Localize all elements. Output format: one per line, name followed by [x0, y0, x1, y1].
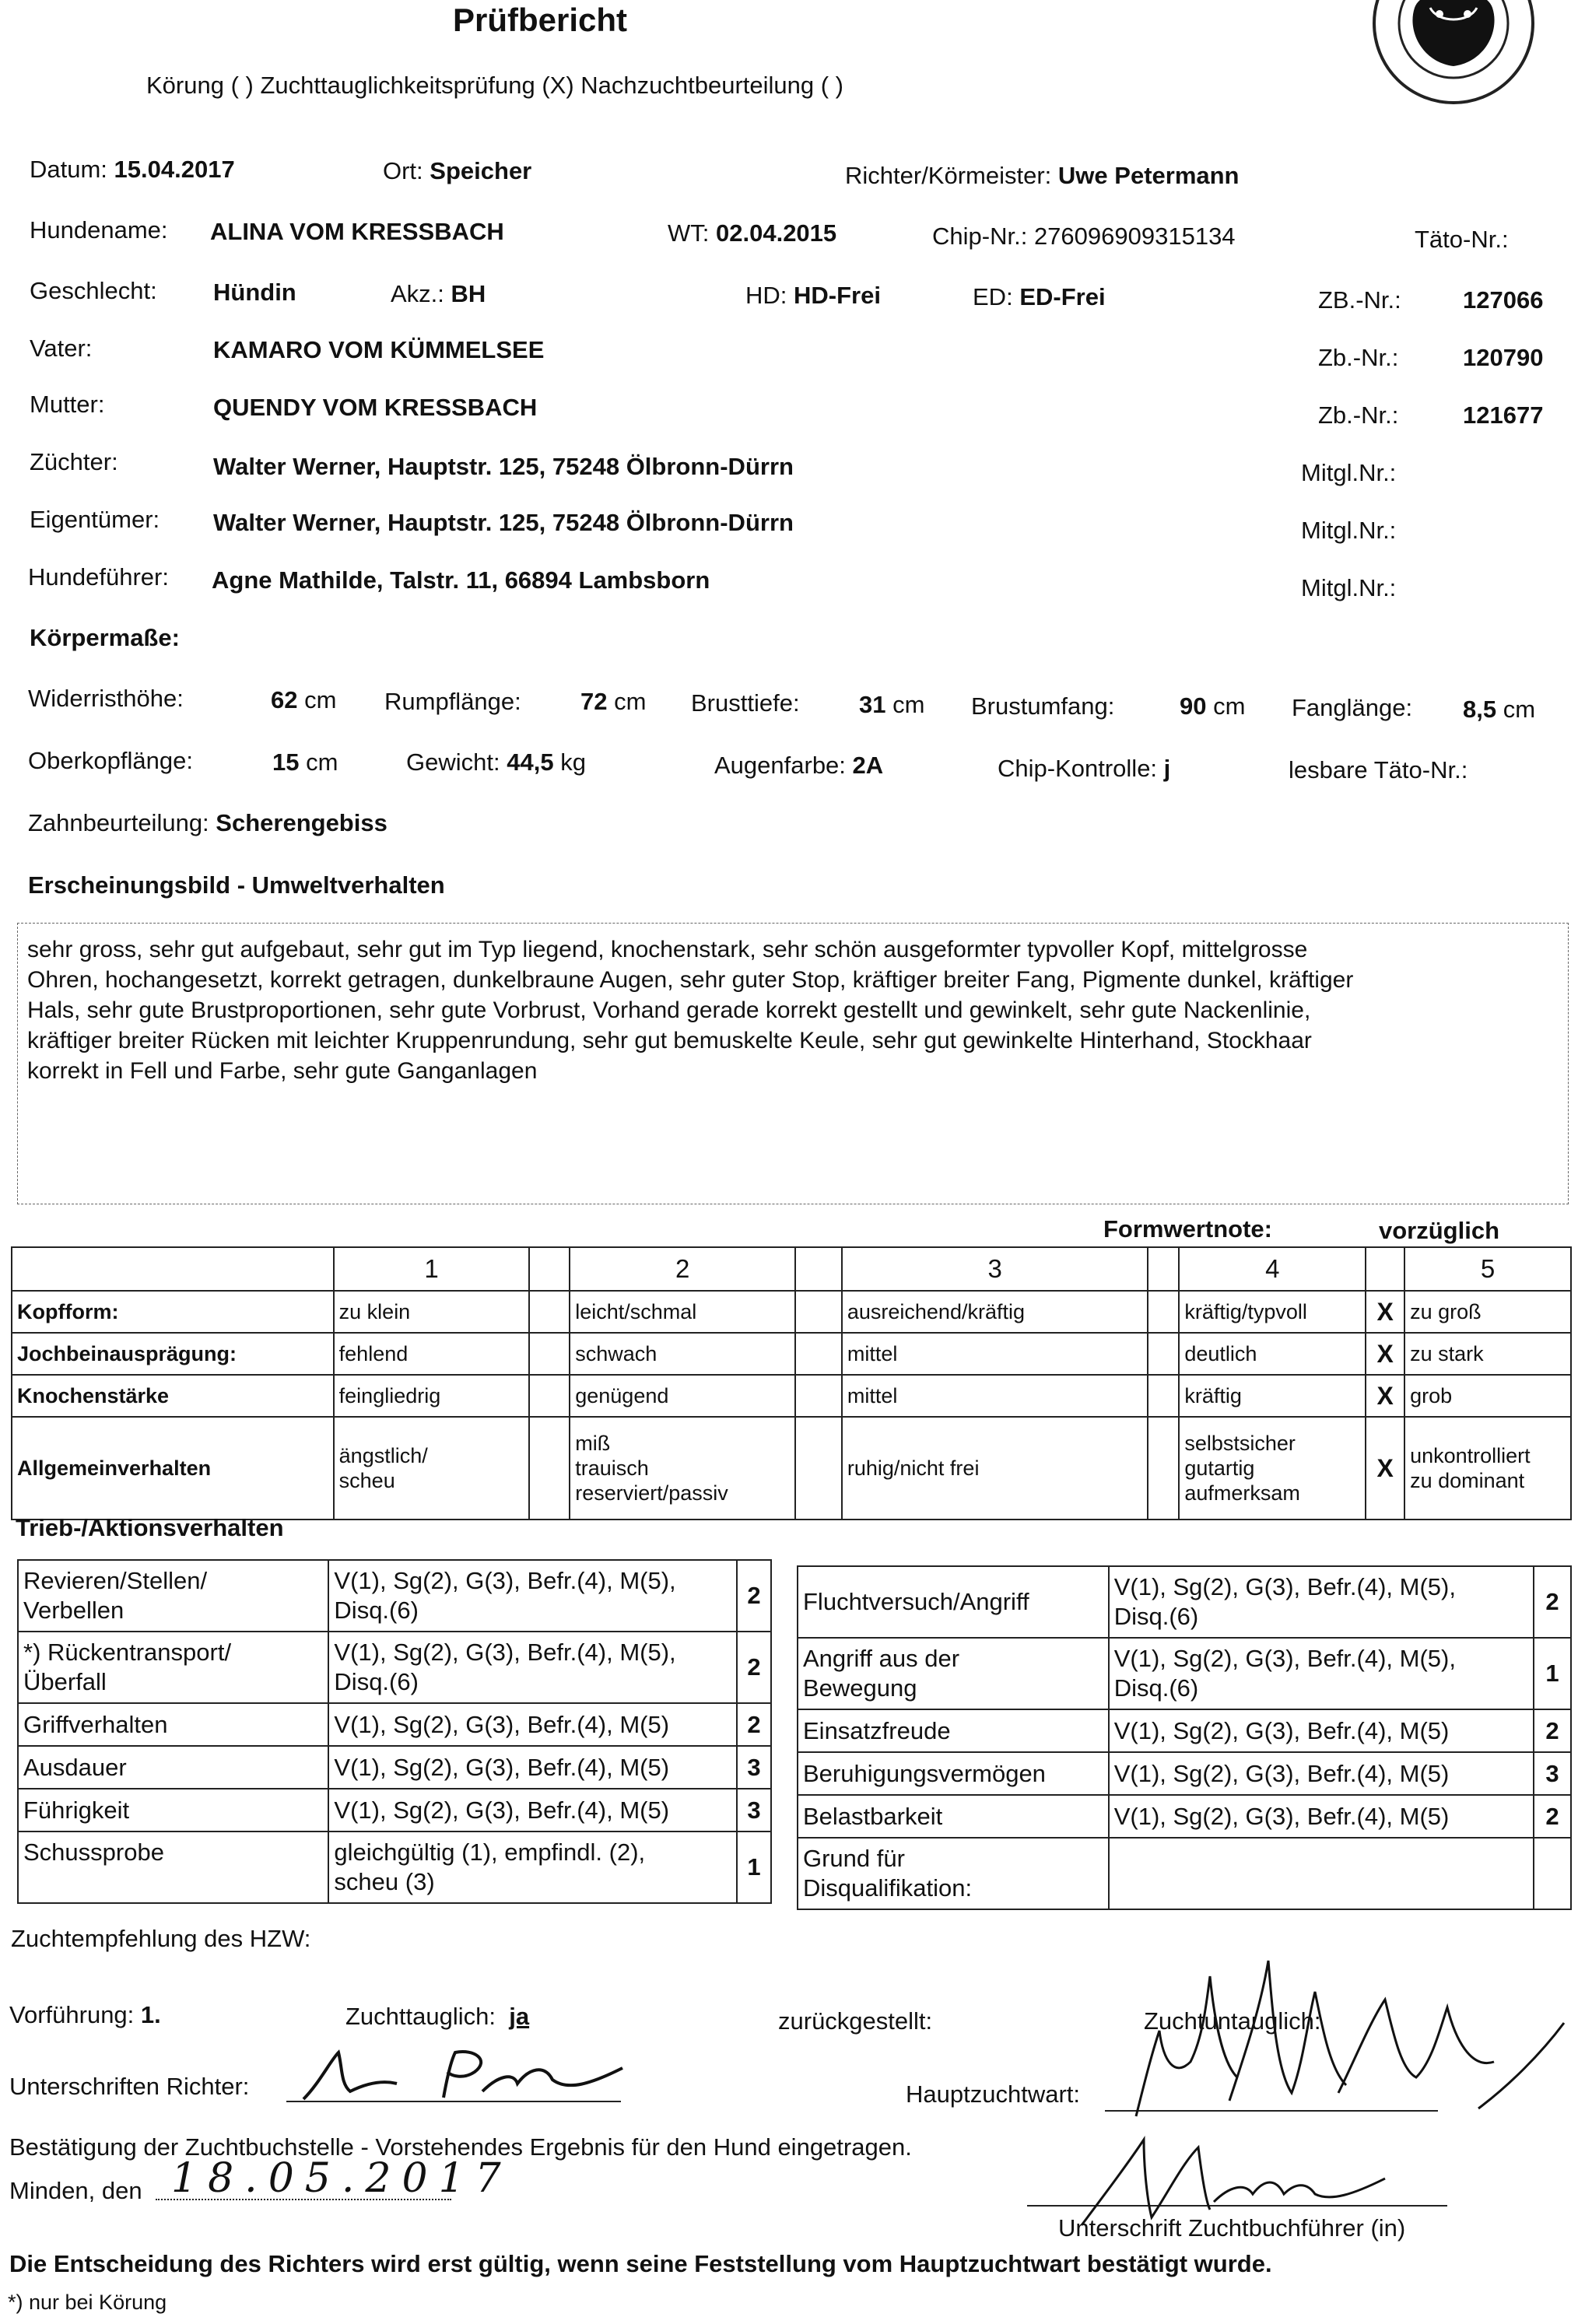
rating-cell: mittel: [842, 1375, 1148, 1417]
trieb-label: Angriff aus der Bewegung: [798, 1638, 1109, 1709]
zuchtbuchfuehrer-label: Unterschrift Zuchtbuchführer (in): [1058, 2214, 1406, 2242]
erscheinung-line: Hals, sehr gute Brustproportionen, sehr gute Vorbrust, Vorhand gerade korrekt gestellt und gewinkelt, sehr gute Nackenlinie,: [27, 997, 1311, 1023]
vater-zb-label: Zb.-Nr.:: [1318, 344, 1399, 371]
mutter-zb-value: 121677: [1463, 401, 1544, 429]
club-seal-logo: [1368, 0, 1539, 109]
trieb-label: Beruhigungsvermögen: [798, 1752, 1109, 1795]
trieb-score: 2: [737, 1560, 771, 1632]
zuchtuntauglich-label: Zuchtuntauglich:: [1144, 2007, 1321, 2035]
rating-cell: schwach: [570, 1333, 795, 1375]
bestaetigung-text: Bestätigung der Zuchtbuchstelle - Vorstehendes Ergebnis für den Hund eingetragen.: [9, 2133, 912, 2161]
rating-cell: ausreichend/kräftig: [842, 1291, 1148, 1333]
hd-label: HD:: [745, 282, 787, 309]
trieb-label: Fluchtversuch/Angriff: [798, 1566, 1109, 1638]
zb-label: ZB.-Nr.:: [1318, 286, 1401, 314]
entscheidung-text: Die Entscheidung des Richters wird erst gültig, wenn seine Feststellung vom Hauptzuchtwart bestätigt wurde.: [9, 2250, 1272, 2277]
hauptzuchtwart-label: Hauptzuchtwart:: [906, 2080, 1080, 2108]
trieb-label: Revieren/Stellen/ Verbellen: [18, 1560, 328, 1632]
report-type-line: Körung ( ) Zuchttauglichkeitsprüfung (X) Nachzuchtbeurteilung ( ): [146, 72, 843, 99]
erscheinung-text: [27, 934, 1353, 1086]
rating-cell: fehlend: [334, 1333, 530, 1375]
akz-label: Akz.:: [391, 280, 444, 307]
trieb-score: 3: [1534, 1752, 1571, 1795]
brustumfang-label: Brustumfang:: [971, 692, 1115, 720]
rating-header-spacer: [795, 1247, 842, 1291]
trieb-scale: V(1), Sg(2), G(3), Befr.(4), M(5), Disq.(6): [1109, 1566, 1534, 1638]
trieb-left-table: [17, 1559, 772, 1904]
trieb-row: [18, 1703, 771, 1746]
rating-mark-cell: [795, 1333, 842, 1375]
rating-cell: leicht/schmal: [570, 1291, 795, 1333]
trieb-scale: V(1), Sg(2), G(3), Befr.(4), M(5): [1109, 1795, 1534, 1838]
mutter-label: Mutter:: [30, 391, 105, 418]
trieb-scale: V(1), Sg(2), G(3), Befr.(4), M(5): [1109, 1752, 1534, 1795]
ed-value: ED-Frei: [1019, 283, 1106, 310]
rating-header-1: 1: [334, 1247, 530, 1291]
trieb-row: [18, 1560, 771, 1632]
brusttiefe-label: Brusttiefe:: [691, 689, 800, 717]
rating-mark-cell: [529, 1333, 570, 1375]
hauptzuchtwart-signature: [1105, 1945, 1572, 2136]
rating-table: [11, 1246, 1572, 1520]
rating-cell: zu stark: [1404, 1333, 1571, 1375]
rating-mark-cell: [795, 1291, 842, 1333]
ort-label: Ort:: [383, 157, 423, 184]
rating-header-spacer: [1148, 1247, 1179, 1291]
rating-cell: kräftig: [1179, 1375, 1366, 1417]
gewicht-value: 44,5: [507, 748, 554, 776]
rating-cell: genügend: [570, 1375, 795, 1417]
erscheinung-line: sehr gross, sehr gut aufgebaut, sehr gut im Typ liegend, knochenstark, sehr schön ausgeformter typvoller Kopf, mittelgrosse: [27, 937, 1308, 962]
trieb-score: 2: [1534, 1709, 1571, 1752]
formwert-label: Formwertnote:: [1103, 1215, 1272, 1243]
chip-value: 276096909315134: [1033, 223, 1236, 250]
erscheinung-line: korrekt in Fell und Farbe, sehr gute Ganganlagen: [27, 1058, 538, 1084]
zurueckgestellt-label: zurückgestellt:: [778, 2007, 933, 2035]
trieb-score: 2: [737, 1703, 771, 1746]
trieb-scale: V(1), Sg(2), G(3), Befr.(4), M(5), Disq.(6): [328, 1632, 737, 1703]
trieb-right-table: [797, 1565, 1572, 1910]
trieb-scale: V(1), Sg(2), G(3), Befr.(4), M(5): [328, 1789, 737, 1832]
eigentuemer-value: Walter Werner, Hauptstr. 125, 75248 Ölbronn-Dürrn: [213, 509, 794, 536]
brusttiefe-value: 31: [859, 691, 886, 718]
minden-date: 18.05.2017: [171, 2155, 512, 2202]
brustumfang-unit: cm: [1213, 692, 1246, 720]
rating-header-row: [12, 1247, 1571, 1291]
rating-header-4: 4: [1179, 1247, 1366, 1291]
rating-mark-cell: [529, 1417, 570, 1520]
widerrist-value: 62: [271, 686, 298, 713]
rating-header-2: 2: [570, 1247, 795, 1291]
zuechter-value: Walter Werner, Hauptstr. 125, 75248 Ölbronn-Dürrn: [213, 453, 794, 480]
rating-x-mark: X: [1366, 1291, 1404, 1333]
rating-mark-cell: [795, 1417, 842, 1520]
augen-label: Augenfarbe:: [714, 752, 846, 779]
wt-label: WT:: [668, 219, 710, 247]
rating-mark-cell: [1148, 1375, 1179, 1417]
geschlecht-value: Hündin: [213, 279, 296, 306]
rating-cell: mittel: [842, 1333, 1148, 1375]
rating-mark-cell: [1148, 1417, 1179, 1520]
trieb-label: Grund für Disqualifikation:: [798, 1838, 1109, 1909]
rumpf-label: Rumpflänge:: [384, 688, 521, 715]
rating-cell: zu klein: [334, 1291, 530, 1333]
erscheinung-heading: Erscheinungsbild - Umweltverhalten: [28, 871, 445, 899]
trieb-row: [18, 1832, 771, 1903]
oberkopf-unit: cm: [306, 748, 338, 776]
hundefuehrer-label: Hundeführer:: [28, 563, 169, 591]
erscheinung-box: [17, 923, 1569, 1204]
minden-label: Minden, den: [9, 2177, 142, 2204]
rating-cell: selbstsicher gutartig aufmerksam: [1179, 1417, 1366, 1520]
rating-mark-cell: [795, 1375, 842, 1417]
trieb-scale: gleichgültig (1), empfindl. (2), scheu (3): [328, 1832, 737, 1903]
formwert-value: vorzüglich: [1379, 1217, 1500, 1244]
trieb-row: [798, 1638, 1571, 1709]
page-title: Prüfbericht: [453, 2, 628, 38]
rating-row-label: Knochenstärke: [12, 1375, 334, 1417]
trieb-score: 2: [1534, 1566, 1571, 1638]
widerrist-unit: cm: [304, 686, 337, 713]
chipk-value: j: [1163, 755, 1171, 782]
trieb-scale: V(1), Sg(2), G(3), Befr.(4), M(5), Disq.(6): [1109, 1638, 1534, 1709]
fang-unit: cm: [1503, 696, 1536, 723]
hd-value: HD-Frei: [794, 282, 881, 309]
rating-row: [12, 1375, 1571, 1417]
hundename-value: ALINA VOM KRESSBACH: [210, 218, 504, 245]
ed-label: ED:: [973, 283, 1013, 310]
geschlecht-label: Geschlecht:: [30, 277, 157, 304]
trieb-score: 1: [737, 1832, 771, 1903]
zuechter-label: Züchter:: [30, 448, 118, 475]
rating-header-5: 5: [1404, 1247, 1571, 1291]
trieb-scale: V(1), Sg(2), G(3), Befr.(4), M(5): [328, 1703, 737, 1746]
trieb-label: Einsatzfreude: [798, 1709, 1109, 1752]
brustumfang-value: 90: [1180, 692, 1207, 720]
rating-cell: deutlich: [1179, 1333, 1366, 1375]
trieb-score: 2: [737, 1632, 771, 1703]
tato-label: Täto-Nr.:: [1415, 226, 1509, 253]
zuchttauglich-value: ja: [509, 2003, 530, 2030]
richter-signature: [296, 2037, 654, 2111]
trieb-scale: [1109, 1838, 1534, 1909]
zahn-value: Scherengebiss: [216, 809, 387, 836]
trieb-row: [798, 1838, 1571, 1909]
hundename-label: Hundename:: [30, 216, 168, 244]
mutter-zb-label: Zb.-Nr.:: [1318, 401, 1399, 429]
trieb-label: Griffverhalten: [18, 1703, 328, 1746]
zb-value: 127066: [1463, 286, 1544, 314]
trieb-row: [18, 1746, 771, 1789]
rating-cell: kräftig/typvoll: [1179, 1291, 1366, 1333]
trieb-row: [798, 1752, 1571, 1795]
rating-row-label: Allgemeinverhalten: [12, 1417, 334, 1520]
oberkopf-label: Oberkopflänge:: [28, 747, 193, 774]
fang-value: 8,5: [1463, 696, 1497, 723]
zuchttauglich-label: Zuchttauglich:: [345, 2003, 496, 2030]
trieb-label: Führigkeit: [18, 1789, 328, 1832]
trieb-label: Schussprobe: [18, 1832, 328, 1903]
rating-cell: ruhig/nicht frei: [842, 1417, 1148, 1520]
augen-value: 2A: [852, 752, 884, 779]
trieb-row: [18, 1789, 771, 1832]
rating-cell: grob: [1404, 1375, 1571, 1417]
footnote: *) nur bei Körung: [8, 2291, 167, 2314]
rating-row-label: Kopfform:: [12, 1291, 334, 1333]
trieb-label: Ausdauer: [18, 1746, 328, 1789]
vater-label: Vater:: [30, 335, 93, 362]
rating-row: [12, 1333, 1571, 1375]
datum-label: Datum:: [30, 156, 107, 183]
rating-x-mark: X: [1366, 1333, 1404, 1375]
rating-row-label: Jochbeinausprägung:: [12, 1333, 334, 1375]
trieb-scale: V(1), Sg(2), G(3), Befr.(4), M(5): [1109, 1709, 1534, 1752]
akz-value: BH: [451, 280, 486, 307]
unterschriften-richter-label: Unterschriften Richter:: [9, 2073, 250, 2100]
zuchtempfehlung-label: Zuchtempfehlung des HZW:: [11, 1925, 311, 1952]
gewicht-unit: kg: [560, 748, 586, 776]
hundefuehrer-mitgl-label: Mitgl.Nr.:: [1301, 574, 1397, 601]
rating-cell: miß trauisch reserviert/passiv: [570, 1417, 795, 1520]
richter-label: Richter/Körmeister:: [845, 162, 1052, 189]
rating-row: [12, 1291, 1571, 1333]
ort-value: Speicher: [430, 157, 532, 184]
rating-header-3: 3: [842, 1247, 1148, 1291]
rating-row: [12, 1417, 1571, 1520]
rating-cell: ängstlich/ scheu: [334, 1417, 530, 1520]
trieb-row: [798, 1566, 1571, 1638]
rating-mark-cell: [1148, 1333, 1179, 1375]
trieb-score: 2: [1534, 1795, 1571, 1838]
mutter-value: QUENDY VOM KRESSBACH: [213, 394, 538, 421]
rating-mark-cell: [529, 1291, 570, 1333]
lesbare-label: lesbare Täto-Nr.:: [1289, 756, 1468, 783]
rating-header-empty: [12, 1247, 334, 1291]
vorfuehrung-value: 1.: [140, 2001, 161, 2028]
fang-label: Fanglänge:: [1292, 694, 1413, 721]
hundefuehrer-value: Agne Mathilde, Talstr. 11, 66894 Lambsborn: [212, 566, 710, 594]
trieb-row: [798, 1795, 1571, 1838]
trieb-label: *) Rückentransport/ Überfall: [18, 1632, 328, 1703]
trieb-score: [1534, 1838, 1571, 1909]
koerpermasse-heading: Körpermaße:: [30, 624, 180, 651]
rating-cell: feingliedrig: [334, 1375, 530, 1417]
rating-header-spacer: [1366, 1247, 1404, 1291]
zuechter-mitgl-label: Mitgl.Nr.:: [1301, 459, 1397, 486]
rating-header-spacer: [529, 1247, 570, 1291]
erscheinung-line: Ohren, hochangesetzt, korrekt getragen, dunkelbraune Augen, sehr guter Stop, kräftiger breiter Fang, Pigmente dunkel, kräftiger: [27, 967, 1354, 993]
richter-value: Uwe Petermann: [1057, 162, 1240, 189]
wt-value: 02.04.2015: [716, 219, 837, 247]
trieb-score: 3: [737, 1789, 771, 1832]
vater-value: KAMARO VOM KÜMMELSEE: [213, 336, 545, 363]
rumpf-value: 72: [580, 688, 608, 715]
trieb-score: 1: [1534, 1638, 1571, 1709]
trieb-label: Belastbarkeit: [798, 1795, 1109, 1838]
vorfuehrung-label: Vorführung:: [9, 2001, 135, 2028]
trieb-score: 3: [737, 1746, 771, 1789]
trieb-row: [798, 1709, 1571, 1752]
rating-x-mark: X: [1366, 1417, 1404, 1520]
vater-zb-value: 120790: [1463, 344, 1544, 371]
erscheinung-line: kräftiger breiter Rücken mit leichter Kruppenrundung, sehr gut bemuskelte Keule, sehr gut gewinkelte Hinterhand, Stockhaar: [27, 1028, 1312, 1053]
rating-cell: unkontrolliert zu dominant: [1404, 1417, 1571, 1520]
zahn-label: Zahnbeurteilung:: [28, 809, 209, 836]
rating-x-mark: X: [1366, 1375, 1404, 1417]
brusttiefe-unit: cm: [892, 691, 925, 718]
oberkopf-value: 15: [272, 748, 300, 776]
rating-mark-cell: [1148, 1291, 1179, 1333]
trieb-heading: Trieb-/Aktionsverhalten: [16, 1514, 284, 1541]
rating-cell: zu groß: [1404, 1291, 1571, 1333]
trieb-row: [18, 1632, 771, 1703]
gewicht-label: Gewicht:: [406, 748, 500, 776]
eigentuemer-mitgl-label: Mitgl.Nr.:: [1301, 517, 1397, 544]
eigentuemer-label: Eigentümer:: [30, 506, 160, 533]
trieb-scale: V(1), Sg(2), G(3), Befr.(4), M(5), Disq.(6): [328, 1560, 737, 1632]
chipk-label: Chip-Kontrolle:: [998, 755, 1158, 782]
datum-value: 15.04.2017: [114, 156, 235, 183]
chip-label: Chip-Nr.:: [932, 223, 1028, 250]
trieb-scale: V(1), Sg(2), G(3), Befr.(4), M(5): [328, 1746, 737, 1789]
widerrist-label: Widerristhöhe:: [28, 685, 184, 712]
rumpf-unit: cm: [614, 688, 647, 715]
rating-mark-cell: [529, 1375, 570, 1417]
